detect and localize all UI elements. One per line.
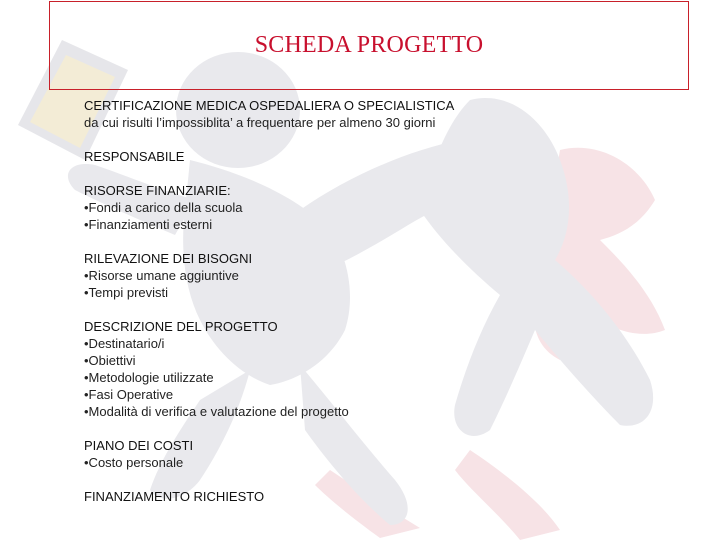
section-gap [84,471,684,488]
section-line: •Tempi previsti [84,285,169,300]
section [84,318,684,420]
section-line: •Modalità di verifica e valutazione del progetto [84,404,349,419]
section [84,437,684,471]
section-line: •Finanziamenti esterni [84,217,213,232]
section-gap [84,131,684,148]
section [84,148,684,165]
section-gap [84,420,684,437]
section-line: •Metodologie utilizzate [84,370,214,385]
section-heading: FINANZIAMENTO RICHIESTO [84,489,265,504]
section-gap [84,233,684,250]
section [84,488,684,505]
section-heading: DESCRIZIONE DEL PROGETTO [84,319,278,334]
section-heading: RILEVAZIONE DEI BISOGNI [84,251,253,266]
section-line: •Risorse umane aggiuntive [84,268,239,283]
content-list [84,97,684,505]
section-heading: RESPONSABILE [84,149,185,164]
section-line: •Costo personale [84,455,184,470]
section-heading: PIANO DEI COSTI [84,438,194,453]
title-box [49,1,689,90]
section-heading: CERTIFICAZIONE MEDICA OSPEDALIERA O SPECIALISTICA [84,98,455,113]
section-line: da cui risulti l’impossiblita’ a frequentare per almeno 30 giorni [84,115,436,130]
section-line: •Destinatario/i [84,336,165,351]
section-gap [84,165,684,182]
page-title: SCHEDA PROGETTO [254,32,484,58]
section-line: •Fondi a carico della scuola [84,200,243,215]
section-heading: RISORSE FINANZIARIE: [84,183,231,198]
section-gap [84,301,684,318]
section [84,250,684,301]
section [84,182,684,233]
section [84,97,684,131]
section-line: •Fasi Operative [84,387,174,402]
section-line: •Obiettivi [84,353,136,368]
